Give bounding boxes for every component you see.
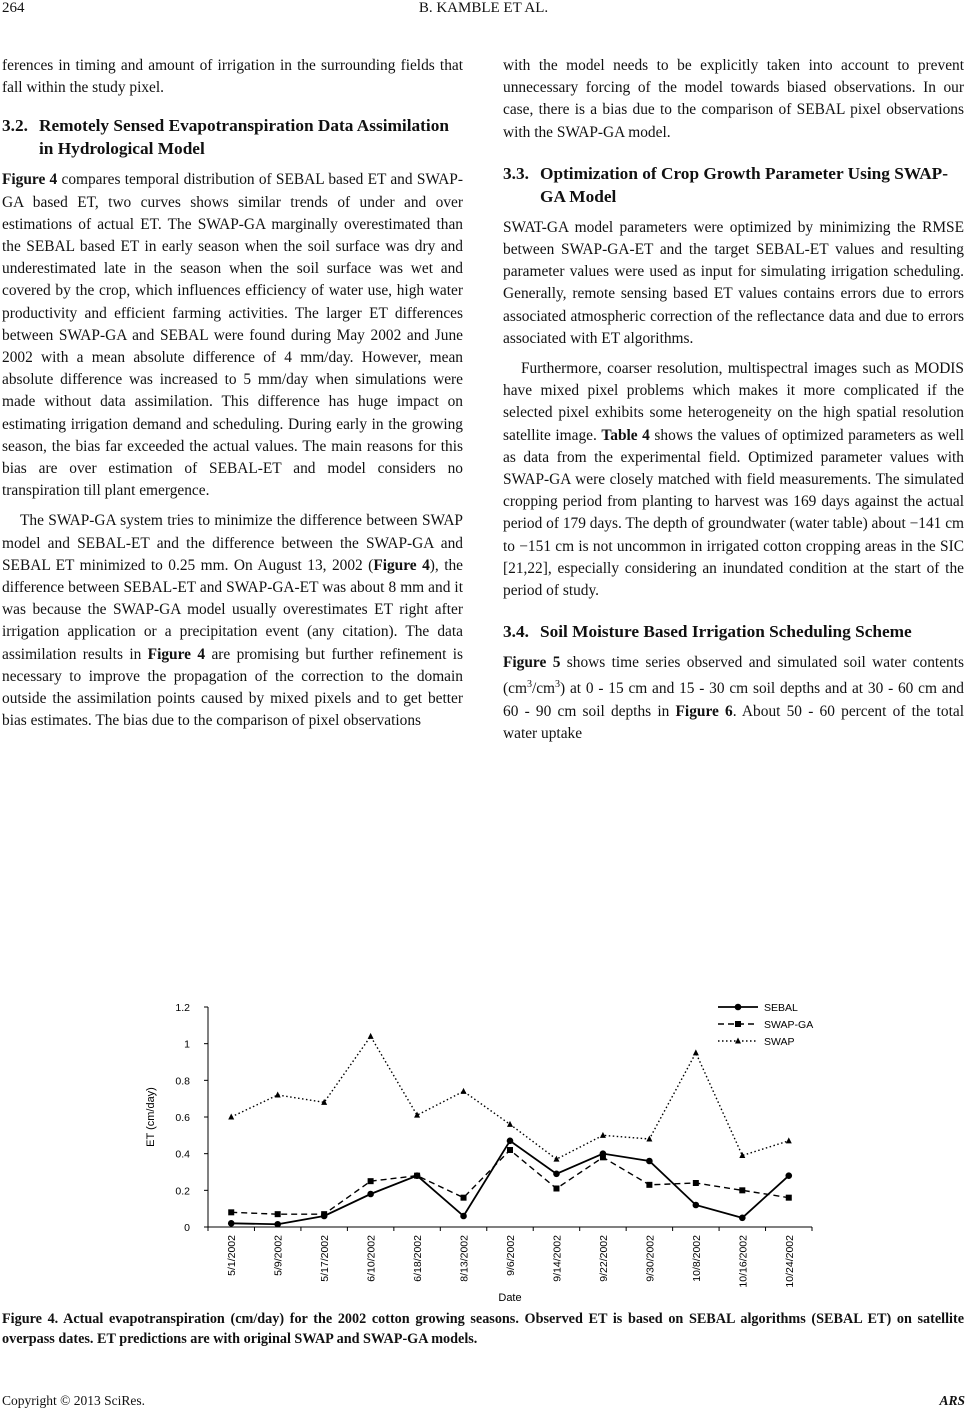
paragraph-text: . About 50 - 60 percent of the total water uptake bbox=[503, 702, 964, 742]
swap-marker bbox=[739, 1152, 745, 1158]
section-heading-3-4 bbox=[503, 620, 964, 643]
swap-ga-marker bbox=[321, 1211, 327, 1217]
swap-marker bbox=[693, 1049, 699, 1055]
paragraph-text: /cm bbox=[531, 680, 556, 698]
copyright: Copyright © 2013 SciRes. bbox=[2, 1393, 146, 1408]
x-tick-label: 6/18/2002 bbox=[412, 1235, 425, 1282]
section-heading-3-3 bbox=[503, 162, 964, 208]
paragraph-swap-ga-minimize bbox=[2, 510, 463, 732]
line-chart bbox=[140, 985, 830, 1305]
swap-ga-marker bbox=[414, 1173, 420, 1179]
page-footer bbox=[0, 1393, 967, 1413]
figure-ref[interactable]: Figure 5 bbox=[503, 654, 561, 672]
swap-ga-marker bbox=[368, 1178, 374, 1184]
figure-ref[interactable]: Figure 4 bbox=[147, 645, 206, 663]
paragraph-text: ) at 0 - 15 cm and 15 - 30 cm soil depths and at 30 - 60 cm and 60 - 90 cm soil depths in bbox=[503, 680, 964, 720]
superscript: 3 bbox=[555, 679, 561, 691]
figure-ref[interactable]: Figure 6 bbox=[675, 702, 733, 720]
y-tick-label: 0.6 bbox=[175, 1112, 190, 1124]
paragraph-text: compares temporal distribution of SEBAL based ET and SWAP-GA based ET, two curves shows similar trends of under and over estimations of actual ET. The SWAP-GA marginally overestimated than the SEBAL based ET in early season when the soil surface was dry and underestimated late in the season when the soil surface was wet and covered by the crop, which influences efficiency of water use, high water productivity and efficient farming activities. The larger ET differences between SWAP-GA and SEBAL were found during May 2002 and June 2002 with a mean absolute difference of 4 mm/day. However, mean absolute difference was increased to 5 mm/day when simulations were made without data assimilation. This difference has huge impact on estimating irrigation demand and scheduling. During early in the growing season, the bias far exceeded the actual values. The main reasons for this bias are over estimation of SEBAL-ET and model considers no transpiration till plant emergence. bbox=[2, 171, 463, 500]
swap-ga-marker bbox=[507, 1147, 513, 1153]
legend-label: SWAP-GA bbox=[764, 1019, 814, 1031]
y-tick-label: 1 bbox=[184, 1038, 190, 1051]
swap-ga-marker bbox=[600, 1154, 606, 1160]
section-title: Remotely Sensed Evapotranspiration Data Assimilation in Hydrological Model bbox=[39, 116, 449, 159]
swap-marker bbox=[275, 1092, 281, 1098]
paragraph-optimization: SWAT-GA model parameters were optimized by minimizing the RMSE between SWAP-GA-ET and the target SEBAL-ET values and resulting parameter values were used as input for simulating irrigation scheduling. Generally, remote sensing based ET values contains errors due to errors associated atmospheric correction of the reflectance data and due to errors associated with ET algorithms. bbox=[503, 218, 964, 347]
sebal-marker bbox=[274, 1221, 281, 1228]
paragraph-text: shows time series observed and simulated soil water contents (cm bbox=[503, 654, 964, 698]
section-number: 3.4. bbox=[503, 622, 529, 642]
swap-ga-marker bbox=[553, 1186, 559, 1192]
swap-ga-marker bbox=[739, 1187, 745, 1193]
swap-marker bbox=[507, 1121, 513, 1127]
figure-caption: Figure 4. Actual evapotranspiration (cm/day) for the 2002 cotton growing seasons. Observed ET is based on SEBAL algorithms (SEBAL ET) on satellite overpass dates. ET predictions are with original SWAP and SWAP-GA models. bbox=[2, 1311, 964, 1347]
x-tick-label: 6/10/2002 bbox=[365, 1235, 378, 1282]
journal-abbrev: ARS bbox=[939, 1393, 965, 1408]
sebal-marker bbox=[367, 1191, 374, 1198]
sebal-marker bbox=[228, 1220, 235, 1227]
x-tick-label: 5/17/2002 bbox=[319, 1235, 332, 1282]
paragraph-text: ), the difference between SEBAL-ET and SWAP-GA-ET was about 8 mm and it was because the SWAP-GA model usually overestimates ET right after irrigation application or a precipitation event (any citation). The data assimilation results in bbox=[2, 556, 464, 663]
figure-4-chart bbox=[140, 985, 830, 1305]
page-header bbox=[0, 0, 967, 28]
sebal-marker bbox=[507, 1138, 514, 1145]
swap-ga-line bbox=[231, 1150, 789, 1214]
legend-label: SWAP bbox=[764, 1036, 795, 1048]
y-tick-label: 0 bbox=[184, 1222, 190, 1234]
left-column bbox=[2, 55, 463, 732]
page-number: 264 bbox=[2, 0, 25, 16]
swap-ga-marker bbox=[693, 1180, 699, 1186]
x-tick-label: 9/6/2002 bbox=[505, 1235, 517, 1276]
section-heading-3-2 bbox=[2, 114, 463, 160]
section-title: Optimization of Crop Growth Parameter Using SWAP-GA Model bbox=[540, 163, 948, 206]
x-tick-label: 9/30/2002 bbox=[644, 1235, 657, 1282]
x-tick-label: 9/22/2002 bbox=[597, 1235, 610, 1282]
paragraph-figure4-intro bbox=[2, 169, 463, 502]
section-number: 3.2. bbox=[2, 116, 28, 136]
paragraph-continuation: ferences in timing and amount of irrigation in the surrounding fields that fall within the study pixel. bbox=[2, 57, 463, 97]
paragraph-text: are promising but further refinement is necessary to improve the propagation of the correction to the domain outside the assimilation points caused by mixed pixels and to get better bias estimates. The bias due to the comparison of pixel observations bbox=[2, 645, 463, 730]
swap-ga-marker bbox=[228, 1209, 234, 1215]
sebal-marker bbox=[460, 1213, 467, 1220]
figure-ref[interactable]: Figure 4 bbox=[373, 556, 430, 574]
sebal-marker bbox=[693, 1202, 700, 1209]
running-authors: B. KAMBLE ET AL. bbox=[418, 0, 549, 16]
superscript: 3 bbox=[526, 679, 532, 691]
paragraph-modis bbox=[503, 358, 964, 602]
x-tick-label: 8/13/2002 bbox=[458, 1235, 471, 1282]
sebal-marker bbox=[735, 1004, 742, 1011]
x-tick-label: 5/1/2002 bbox=[226, 1235, 239, 1276]
y-tick-label: 0.2 bbox=[175, 1185, 190, 1198]
paragraph-text: Furthermore, coarser resolution, multispectral images such as MODIS have mixed pixel problems which makes it more complicated if the selected pixel exhibits some heterogeneity on the high spatial resolution satellite image. bbox=[503, 360, 964, 444]
legend-label: SEBAL bbox=[764, 1002, 798, 1014]
table-ref[interactable]: Table 4 bbox=[601, 426, 650, 444]
paragraph-text: The SWAP-GA system tries to minimize the difference between SWAP model and SEBAL-ET and the difference between the SWAP-GA and SEBAL ET minimized to 0.25 mm. On August 13, 2002 ( bbox=[2, 512, 463, 574]
sebal-marker bbox=[785, 1172, 792, 1179]
x-axis-label: Date bbox=[498, 1292, 522, 1304]
sebal-marker bbox=[739, 1215, 746, 1222]
figure-ref[interactable]: Figure 4 bbox=[2, 171, 58, 189]
swap-ga-marker bbox=[735, 1021, 741, 1027]
swap-marker bbox=[735, 1038, 741, 1044]
swap-marker bbox=[228, 1114, 234, 1120]
swap-ga-marker bbox=[275, 1211, 281, 1217]
swap-ga-marker bbox=[646, 1182, 652, 1188]
paragraph-text: shows the values of optimized parameters as well as data from the experimental field. Optimized parameter values with SWAP-GA were closely matched with field measurements. The simulated cropping period from planting to harvest was 169 days against the actual period of 179 days. The depth of groundwater (water table) about −141 cm to −151 cm is not uncommon in irrigated cotton cropping areas in the SIC [21,22], especially considering an inundated condition at the start of the period of study. bbox=[503, 426, 964, 600]
swap-ga-marker bbox=[786, 1195, 792, 1201]
swap-marker bbox=[368, 1033, 374, 1039]
paragraph-continuation: with the model needs to be explicitly taken into account to prevent unnecessary forcing of the model towards biased observations. In our case, there is a bias due to the comparison of SEBAL pixel observations with the SWAP-GA model. bbox=[503, 57, 964, 141]
swap-marker bbox=[461, 1088, 467, 1094]
x-tick-label: 10/8/2002 bbox=[690, 1235, 703, 1282]
right-column bbox=[503, 55, 964, 745]
paragraph-soil-moisture bbox=[503, 652, 964, 745]
sebal-line bbox=[231, 1141, 789, 1224]
swap-marker bbox=[786, 1137, 792, 1143]
y-tick-label: 0.4 bbox=[175, 1148, 190, 1161]
x-tick-label: 10/16/2002 bbox=[737, 1235, 750, 1288]
y-tick-label: 1.2 bbox=[175, 1002, 190, 1014]
section-number: 3.3. bbox=[503, 163, 529, 183]
sebal-marker bbox=[553, 1171, 560, 1178]
x-tick-label: 10/24/2002 bbox=[783, 1235, 796, 1288]
sebal-marker bbox=[646, 1158, 653, 1165]
y-tick-label: 0.8 bbox=[175, 1075, 190, 1088]
swap-ga-marker bbox=[461, 1195, 467, 1201]
section-title: Soil Moisture Based Irrigation Scheduling Scheme bbox=[540, 622, 912, 642]
x-tick-label: 9/14/2002 bbox=[551, 1235, 564, 1282]
x-tick-label: 5/9/2002 bbox=[272, 1235, 285, 1276]
y-axis-label: ET (cm/day) bbox=[145, 1087, 157, 1147]
